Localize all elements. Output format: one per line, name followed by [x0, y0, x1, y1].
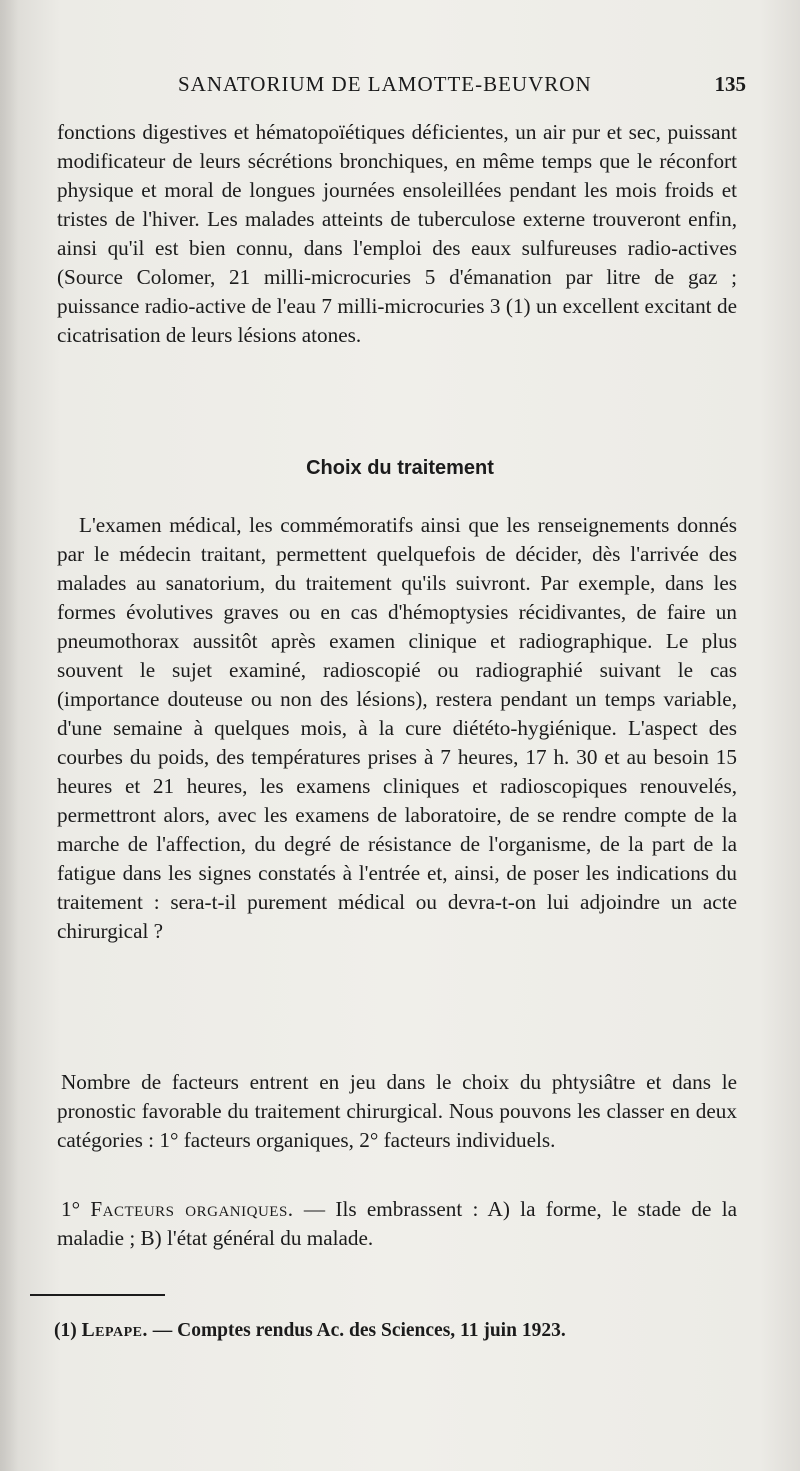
footnote-rule: [30, 1294, 165, 1296]
footnote-author: Lepape.: [81, 1320, 148, 1341]
paragraph-continued: fonctions digestives et hématopoïétiques déficientes, un air pur et sec, puissant modificateur de leurs sécrétions bronchiques, en même temps que le réconfort physique et moral de longues journées ensoleillées pendant les mois froids et tristes de l'hiver. Les malades atteints de tuberculose externe trouveront enfin, ainsi qu'il est bien connu, dans l'emploi des eaux sulfureuses radio-actives (Source Colomer, 21 milli-microcuries 5 d'émanation par litre de gaz ; puissance radio-active de l'eau 7 milli-microcuries 3 (1) un excellent excitant de cicatrisation de leurs lésions atones.: [57, 120, 737, 347]
footnote: [54, 1320, 734, 1342]
footnote-text: — Comptes rendus Ac. des Sciences, 11 juin 1923.: [147, 1320, 566, 1341]
running-title: SANATORIUM DE LAMOTTE-BEUVRON: [178, 72, 592, 96]
footnote-marker: (1): [54, 1320, 82, 1341]
subsection-title: Facteurs organiques.: [90, 1197, 294, 1221]
paragraph-choix-traitement: L'examen médical, les commémoratifs ainsi que les renseignements donnés par le médecin traitant, permettent quelquefois de décider, dès l'arrivée des malades au sanatorium, du traitement qu'ils suivront. Par exemple, dans les formes évolutives graves ou en cas d'hémoptysies récidivantes, de faire un pneumothorax aussitôt après examen clinique et radiographique. Le plus souvent le sujet examiné, radioscopié ou radiographié suivant le cas (importance douteuse ou non des lésions), restera pendant un temps variable, d'une semaine à quelques mois, à la cure diététo-hygiénique. L'aspect des courbes du poids, des températures prises à 7 heures, 17 h. 30 et au besoin 15 heures et 21 heures, les examens cliniques et radioscopiques renouvelés, permettront alors, avec les examens de laboratoire, de se rendre compte de la marche de l'affection, du degré de résistance de l'organisme, de la part de la fatigue dans les signes constatés à l'entrée et, ainsi, de poser les indications du traitement : sera-t-il purement médical ou devra-t-on lui adjoindre un acte chirurgical ?: [57, 513, 737, 943]
page-edge-shadow: [0, 0, 18, 1471]
running-header: [60, 72, 750, 102]
paragraph-facteurs-organiques: [57, 1195, 737, 1253]
page-number: 135: [714, 72, 746, 96]
paragraph-facteurs: Nombre de facteurs entrent en jeu dans le choix du phtysiâtre et dans le pronostic favorable du traitement chirurgical. Nous pouvons les classer en deux catégories : 1° facteurs organiques, 2° facteurs individuels.: [57, 1070, 737, 1152]
list-number: 1°: [61, 1197, 91, 1221]
section-heading: Choix du traitement: [306, 457, 494, 479]
paragraph-body: — Ils embrassent : A) la forme, le stade de la maladie ; B) l'état général du malade.: [57, 1197, 737, 1250]
